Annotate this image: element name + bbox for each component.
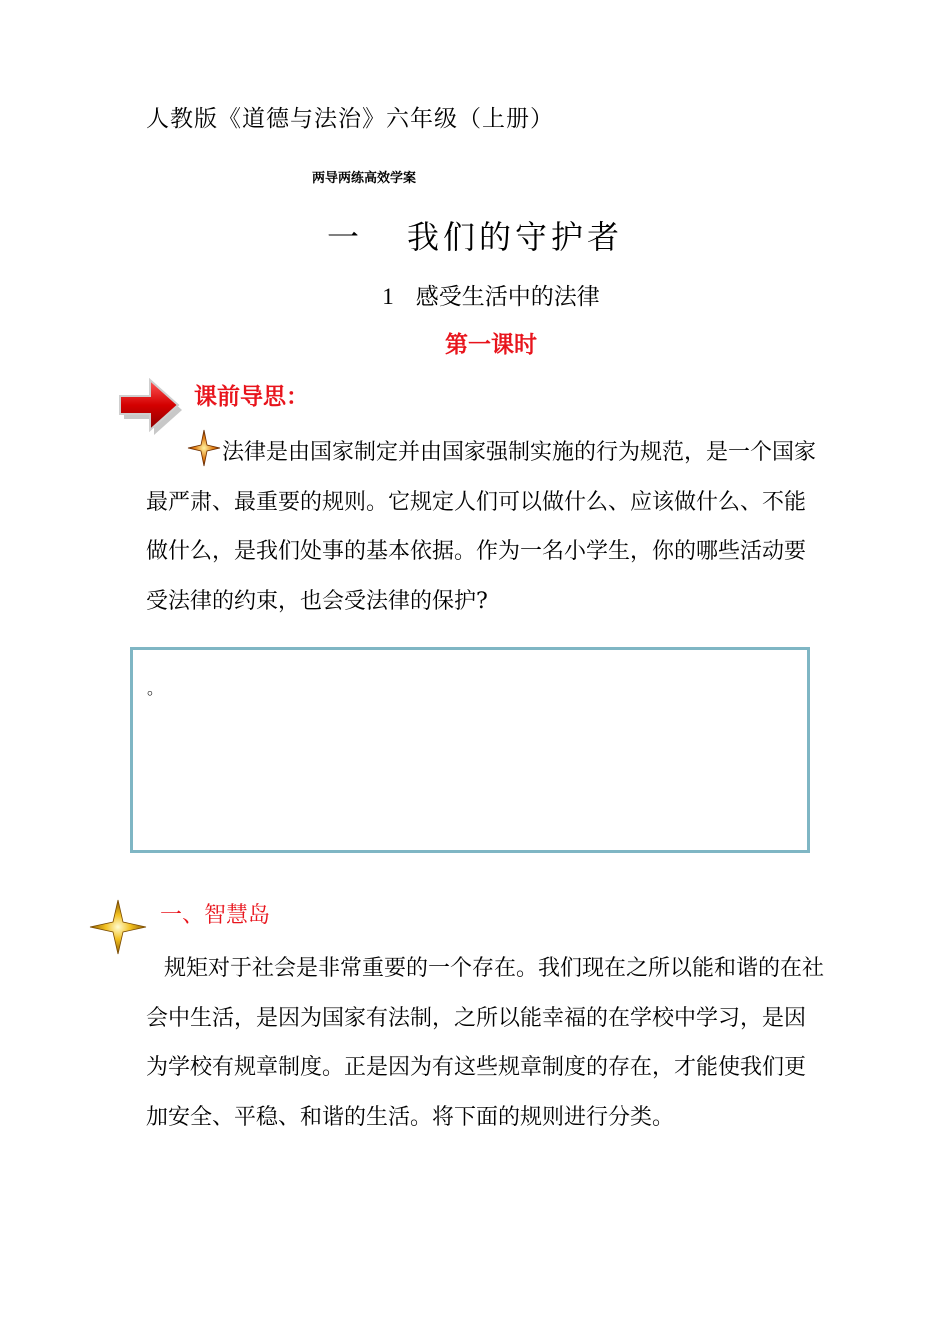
section-paragraph bbox=[146, 944, 826, 1142]
unit-number: 一 bbox=[326, 218, 363, 256]
book-title: 人教版《道德与法治》六年级（上册） bbox=[146, 106, 554, 132]
gold-star-icon bbox=[88, 898, 148, 960]
pre-reading-heading: 课前导思： bbox=[194, 384, 309, 410]
pre-reading-text: 法律是由国家制定并由国家强制实施的行为规范，是一个国家最严肃、最重要的规则。它规定人们可以做什么、应该做什么、不能做什么，是我们处事的基本依据。作为一名小学生，你的哪些活动要受法律的约束，也会受法律的保护? bbox=[146, 440, 817, 614]
lesson-period: 第一课时 bbox=[445, 332, 537, 358]
subtitle: 两导两练高效学案 bbox=[312, 171, 417, 186]
lesson-number: 1 bbox=[382, 284, 394, 309]
lesson-name: 感受生活中的法律 bbox=[415, 284, 600, 310]
unit-title bbox=[0, 212, 950, 258]
section-heading: 一、智慧岛 bbox=[160, 903, 271, 928]
section-text: 规矩对于社会是非常重要的一个存在。我们现在之所以能和谐的在社会中生活，是因为国家有法制，之所以能幸福的在学校中学习，是因为学校有规章制度。正是因为有这些规章制度的存在，才能使我们更加安全、平稳、和谐的生活。将下面的规则进行分类。 bbox=[146, 956, 825, 1130]
answer-box[interactable] bbox=[130, 647, 810, 853]
lesson-title bbox=[0, 278, 950, 311]
unit-name: 我们的守护者 bbox=[407, 218, 624, 256]
pre-reading-paragraph bbox=[146, 428, 826, 626]
answer-text: 。 bbox=[147, 679, 164, 698]
